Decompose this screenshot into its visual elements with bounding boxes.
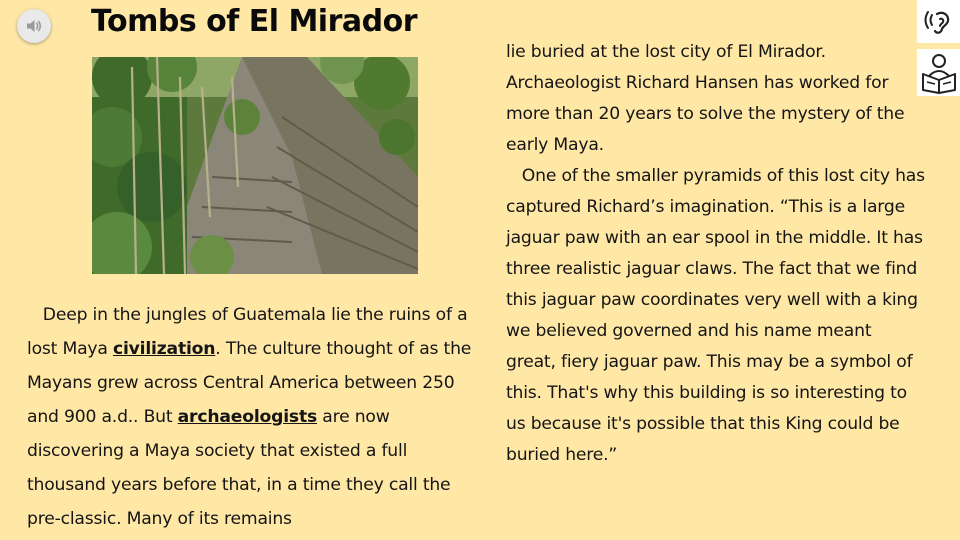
quote-paragraph: One of the smaller pyramids of this lost city has captured Richard’s imagination. “This is a large jaguar paw with an ear spool in the middle. It has three realistic jaguar claws. The fact that we find this jaguar paw coordinates very well with a king we believed governed and his name meant great, fiery jaguar paw. This may be a symbol of this. That's why this building is so interesting to us because it's possible that this King could be buried here.” [506,166,925,465]
page-title: Tombs of El Mirador [91,4,418,39]
vocab-link-archaeologists[interactable]: archaeologists [177,407,317,427]
ear-icon [922,5,956,39]
read-aloud-button[interactable] [917,49,960,96]
intro-text-2: . The culture thought of as the Mayans grew across Central America between 250 and 900 a.d.. But [27,339,472,427]
vocab-link-civilization[interactable]: civilization [112,339,216,359]
pyramid-photo [92,57,418,274]
intro-text-3: are now discovering a Maya society that existed a full thousand years before that, in a time they call the pre-classic. Many of its remains [27,407,451,529]
speaker-icon [24,16,44,36]
intro-paragraph [27,298,477,536]
reader-icon [920,52,958,94]
listen-button[interactable] [917,0,960,43]
audio-play-button[interactable] [17,9,51,43]
intro-text-1: Deep in the jungles of Guatemala lie the ruins of a lost Maya [27,305,468,359]
continuation-text: lie buried at the lost city of El Mirador. Archaeologist Richard Hansen has worked for more than 20 years to solve the mystery of the early Maya. [506,42,905,155]
continuation-paragraph [506,37,926,471]
